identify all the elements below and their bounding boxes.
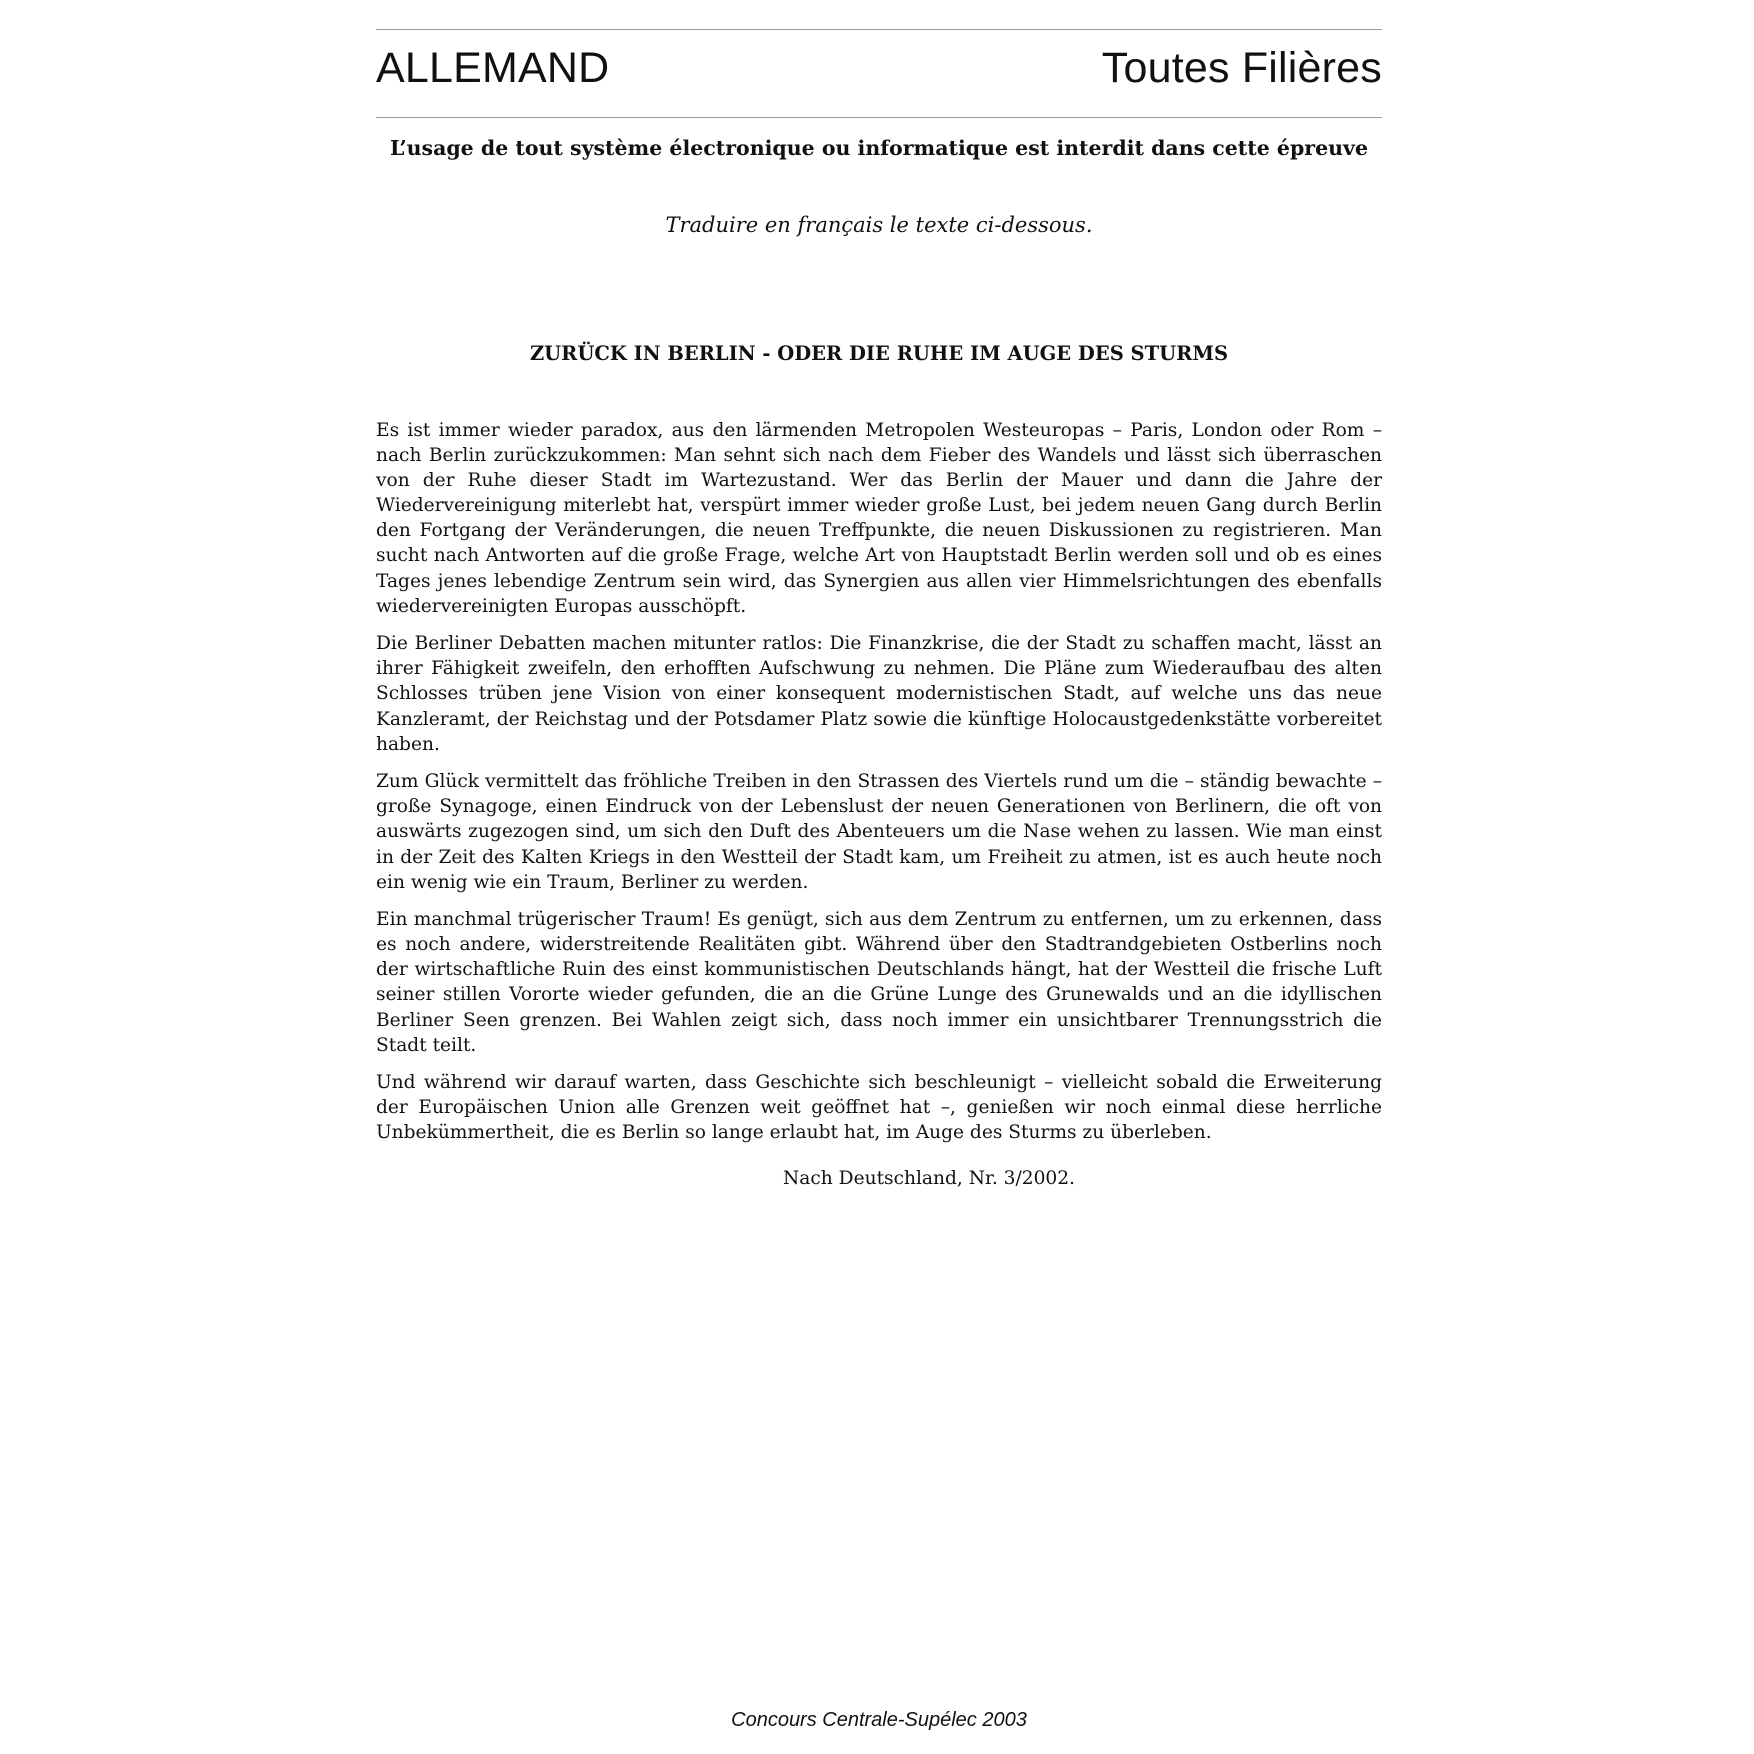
article-source	[376, 1168, 1382, 1189]
exam-subject: ALLEMAND	[376, 43, 610, 92]
article-paragraph: Die Berliner Debatten machen mitunter ratlos: Die Finanzkrise, die der Stadt zu schaffen macht, lässt an ihrer Fähigkeit zweifeln, den erhofften Aufschwung zu nehmen. Die Pläne zum Wiederaufbau des alten Schlosses trüben jene Vision von einer konsequent modernistischen Stadt, auf welche uns das neue Kanzleramt, der Reichstag und der Potsdamer Platz sowie die künftige Holocaustgedenkstätte vorbereitet haben.	[376, 633, 1382, 755]
article-paragraph: Es ist immer wieder paradox, aus den lärmenden Metropolen Westeuropas – Paris, London oder Rom – nach Berlin zurückzukommen: Man sehnt sich nach dem Fieber des Wandels und lässt sich überraschen von der Ruhe dieser Stadt im Wartezustand. Wer das Berlin der Mauer und dann die Jahre der Wiedervereinigung miterlebt hat, verspürt immer wieder große Lust, bei jedem neuen Gang durch Berlin den Fortgang der Veränderungen, die neuen Treffpunkte, die neuen Diskussionen zu registrieren. Man sucht nach Antworten auf die große Frage, welche Art von Hauptstadt Berlin werden soll und ob es eines Tages jenes lebendige Zentrum sein wird, das Synergien aus allen vier Himmelsrichtungen des ebenfalls wiedervereinigten Europas ausschöpft.	[376, 420, 1382, 617]
exam-header	[376, 38, 1382, 98]
article-body	[376, 418, 1382, 1158]
header-top-rule	[376, 29, 1382, 30]
header-bottom-rule	[376, 117, 1382, 118]
article-paragraph: Und während wir darauf warten, dass Geschichte sich beschleunigt – vielleicht sobald die Erweiterung der Europäischen Union alle Grenzen weit geöffnet hat –, genießen wir noch einmal diese herrliche Unbekümmertheit, die es Berlin so lange erlaubt hat, im Auge des Sturms zu überleben.	[376, 1072, 1382, 1144]
electronics-notice: L’usage de tout système électronique ou informatique est interdit dans cette épreuve	[389, 136, 1369, 160]
article-paragraph: Ein manchmal trügerischer Traum! Es genügt, sich aus dem Zentrum zu entfernen, um zu erkennen, dass es noch andere, widerstreitende Realitäten gibt. Während über den Stadtrandgebieten Ostberlins noch der wirtschaftliche Ruin des einst kommunistischen Deutschlands hängt, hat der Westteil die frische Luft seiner stillen Vororte wieder gefunden, die an die Grüne Lunge des Grunewalds und an die idyllischen Berliner Seen grenzen. Bei Wahlen zeigt sich, dass noch immer ein unsichtbarer Trennungsstrich die Stadt teilt.	[376, 909, 1382, 1056]
article-paragraph: Zum Glück vermittelt das fröhliche Treiben in den Strassen des Viertels rund um die – ständig bewachte – große Synagoge, einen Eindruck von der Lebenslust der neuen Generationen von Berlinern, die oft von auswärts zugezogen sind, um sich den Duft des Abenteuers um die Nase wehen zu lassen. Wie man einst in der Zeit des Kalten Kriegs in den Westteil der Stadt kam, um Freiheit zu atmen, ist es auch heute noch ein wenig wie ein Traum, Berliner zu werden.	[376, 771, 1382, 893]
article-title: ZURÜCK IN BERLIN - ODER DIE RUHE IM AUGE DES STURMS	[529, 342, 1229, 365]
translation-instruction: Traduire en français le texte ci-dessous.	[665, 213, 1093, 237]
article-source-text: Nach Deutschland, Nr. 3/2002.	[783, 1168, 1075, 1189]
exam-page	[376, 0, 1382, 1754]
page-footer: Concours Centrale-Supélec 2003	[731, 1709, 1027, 1731]
exam-track: Toutes Filières	[1101, 43, 1382, 92]
